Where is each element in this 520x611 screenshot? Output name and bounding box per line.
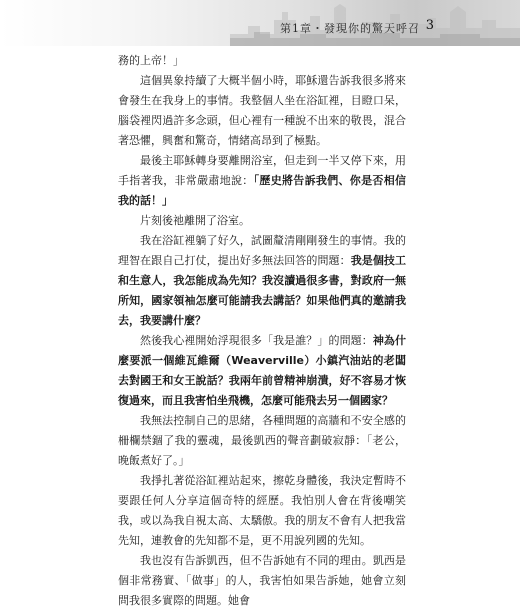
- paragraph-text: 我無法控制自己的思緒，各種問題的高牆和不安全感的柵欄禁錮了我的靈魂，最後凱西的聲音劃破寂靜：「老公，晚飯煮好了。」: [118, 414, 406, 467]
- paragraph-text: 這個異象持續了大概半個小時，耶穌還告訴我很多將來會發生在我身上的事情。我整個人坐在浴缸裡，目瞪口呆，腦袋裡閃過許多念頭，但心裡有一種說不出來的敬畏，混合著恐懼，興奮和驚奇，情緒高昂到了極點。: [118, 74, 406, 147]
- paragraph: [118, 211, 406, 231]
- paragraph: [118, 471, 406, 551]
- paragraph: [118, 331, 406, 411]
- book-body-text: [118, 51, 406, 611]
- paragraph: [118, 551, 406, 611]
- chapter-title: 第1章・發現你的驚天呼召: [280, 22, 420, 35]
- paragraph: [118, 231, 406, 331]
- page-number: 3: [425, 18, 434, 33]
- paragraph-text: 片刻後祂離開了浴室。: [140, 214, 250, 227]
- paragraph: [118, 51, 406, 71]
- page-header-banner: [0, 0, 520, 46]
- paragraph-text: 務的上帝！」: [118, 54, 184, 67]
- emphasized-text: 我是個技工和生意人，我怎能成為先知？我沒讀過很多書，對政府一無所知，國家領袖怎麼可能請我去講話？如果他們真的邀請我去，我要講什麼？: [118, 254, 407, 327]
- paragraph: [118, 151, 406, 211]
- paragraph-text: 最後主耶穌轉身要離開浴室，但走到一半又停下來，用手指著我，非常嚴肅地說：: [118, 154, 406, 187]
- paragraph-text: 我也沒有告訴凱西，但不告訴她有不同的理由。凱西是個非常務實、「做事」的人，我害怕如果告訴她，她會立刻問我很多實際的問題。她會: [118, 554, 406, 607]
- emphasized-text: 「歷史將告訴我們、你是否相信我的話！」: [118, 174, 407, 207]
- emphasized-text: 神為什麼要派一個維瓦維爾（Weaverville）小鎮汽油站的老闆去對國王和女王說話？我兩年前曾精神崩潰，好不容易才恢復過來，而且我害怕坐飛機，怎麼可能飛去另一個國家？: [118, 334, 407, 407]
- paragraph-text: 我掙扎著從浴缸裡站起來，擦乾身體後，我決定暫時不要跟任何人分享這個奇特的經歷。我怕別人會在背後嘲笑我，或以為我自視太高、太驕傲。我的朋友不會有人把我當先知，連教會的先知都不是，更不用說列國的先知。: [118, 474, 406, 547]
- paragraph-text: 然後我心裡開始浮現很多「我是誰？」的問題：: [140, 334, 373, 347]
- paragraph-text: 我在浴缸裡躺了好久，試圖釐清剛剛發生的事情。我的理智在跟自己打仗，提出好多無法回答的問題：: [118, 234, 406, 267]
- paragraph: [118, 71, 406, 151]
- paragraph: [118, 411, 406, 471]
